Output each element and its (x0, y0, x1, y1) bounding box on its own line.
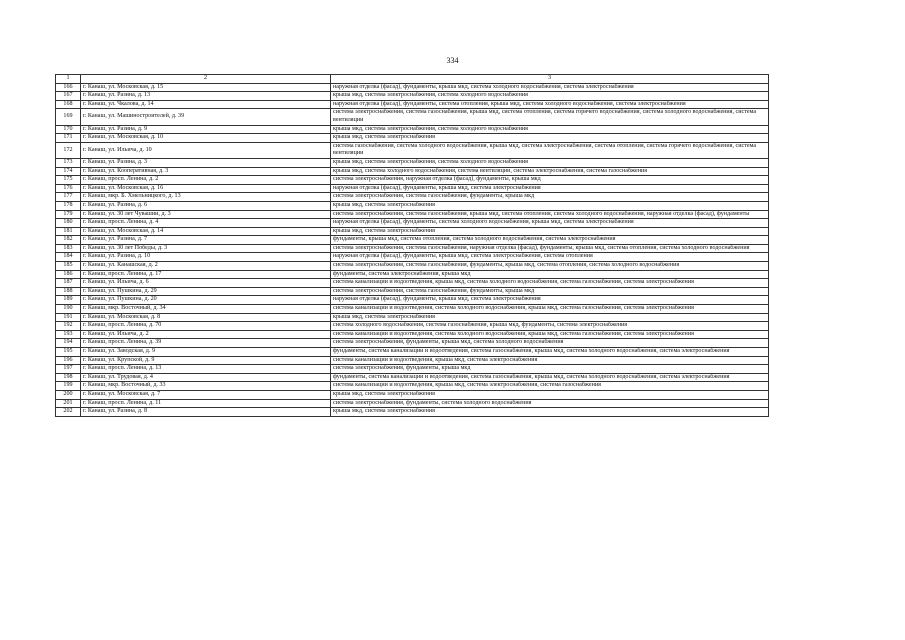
table-row (56, 167, 769, 176)
row-address: г. Канаш, мкр. Б. Хмельницкого, д. 13 (81, 193, 331, 202)
row-address: г. Канаш, ул. Пушкина, д. 29 (81, 287, 331, 296)
row-number: 199 (56, 382, 81, 391)
row-address: г. Канаш, ул. Ильича, д. 6 (81, 279, 331, 288)
row-number: 175 (56, 176, 81, 185)
table-row (56, 100, 769, 109)
row-address: г. Канаш, ул. Разина, д. 6 (81, 201, 331, 210)
row-address: г. Канаш, ул. Пушкина, д. 20 (81, 296, 331, 305)
table-row (56, 184, 769, 193)
row-works: крыша мкд, система электроснабжения, система холодного водоснабжения (331, 125, 769, 134)
table-row (56, 408, 769, 417)
row-address: г. Канаш, ул. Разина, д. 8 (81, 408, 331, 417)
row-works: система электроснабжения, фундаменты, крыша мкд, система холодного водоснабжения (331, 339, 769, 348)
row-works: крыша мкд, система электроснабжения (331, 134, 769, 143)
row-number: 167 (56, 92, 81, 101)
row-number: 172 (56, 142, 81, 158)
row-works: крыша мкд, система электроснабжения, система холодного водоснабжения (331, 92, 769, 101)
table-row (56, 279, 769, 288)
table-row (56, 201, 769, 210)
header-cell-works: 3 (331, 75, 769, 84)
table-row (56, 219, 769, 228)
table-row (56, 253, 769, 262)
table-row (56, 339, 769, 348)
table-row (56, 244, 769, 253)
row-address: г. Канаш, ул. Разина, д. 10 (81, 253, 331, 262)
row-number: 194 (56, 339, 81, 348)
row-address: г. Канаш, ул. Ильича, д. 2 (81, 330, 331, 339)
row-address: г. Канаш, ул. Московская, д. 7 (81, 390, 331, 399)
table-row (56, 176, 769, 185)
row-address: г. Канаш, ул. 30 лет Чувашии, д. 3 (81, 210, 331, 219)
row-works: фундаменты, крыша мкд, система отопления, система холодного водоснабжения, система электроснабжения (331, 236, 769, 245)
row-works: система холодного водоснабжения, система газоснабжения, крыша мкд, фундаменты, система электроснабжения (331, 322, 769, 331)
table-row (56, 348, 769, 357)
row-address: г. Канаш, ул. Московская, д. 16 (81, 184, 331, 193)
table-row (56, 390, 769, 399)
row-works: система электроснабжения, система газоснабжения, наружная отделка (фасад), фундаменты, крыша мкд, система отопления, система холодного водоснабжения (331, 244, 769, 253)
row-address: г. Канаш, ул. Разина, д. 13 (81, 92, 331, 101)
table-row (56, 399, 769, 408)
row-works: система электроснабжения, система газоснабжения, крыша мкд, система отопления, система холодного водоснабжения, наружная отделка (фасад), фундаменты (331, 210, 769, 219)
table-row (56, 287, 769, 296)
page-number: 334 (446, 56, 459, 65)
row-number: 176 (56, 184, 81, 193)
row-number: 173 (56, 158, 81, 167)
row-works: крыша мкд, система электроснабжения, система холодного водоснабжения (331, 158, 769, 167)
table-row (56, 262, 769, 271)
row-works: система электроснабжения, система газоснабжения, фундаменты, крыша мкд (331, 193, 769, 202)
row-number: 196 (56, 356, 81, 365)
table-row (56, 382, 769, 391)
row-address: г. Канаш, ул. Трудовая, д. 4 (81, 373, 331, 382)
row-number: 189 (56, 296, 81, 305)
row-address: г. Канаш, просп. Ленина, д. 70 (81, 322, 331, 331)
row-works: система канализации и водоотведения, система холодного водоснабжения, крыша мкд, система газоснабжения, система электроснабжения (331, 330, 769, 339)
table-row (56, 109, 769, 125)
table-row (56, 227, 769, 236)
table-row (56, 142, 769, 158)
row-works: наружная отделка (фасад), фундаменты, крыша мкд, система электроснабжения (331, 296, 769, 305)
row-works: крыша мкд, система холодного водоснабжения, система вентиляции, система электроснабжения, система газоснабжения (331, 167, 769, 176)
row-number: 174 (56, 167, 81, 176)
row-address: г. Канаш, просп. Ленина, д. 13 (81, 365, 331, 374)
row-number: 198 (56, 373, 81, 382)
row-number: 179 (56, 210, 81, 219)
row-works: система канализации и водоотведения, система холодного водоснабжения, крыша мкд, система газоснабжения, система электроснабжения (331, 305, 769, 314)
row-works: система электроснабжения, система газоснабжения, крыша мкд, система отопления, система горячего водоснабжения, система холодного водоснабжения, система вентиляции (331, 109, 769, 125)
row-works: наружная отделка (фасад), фундаменты, крыша мкд, система электроснабжения, система отопления (331, 253, 769, 262)
row-number: 201 (56, 399, 81, 408)
table-row (56, 134, 769, 143)
row-number: 185 (56, 262, 81, 271)
row-number: 177 (56, 193, 81, 202)
row-number: 192 (56, 322, 81, 331)
row-number: 178 (56, 201, 81, 210)
row-address: г. Канаш, ул. Московская, д. 15 (81, 83, 331, 92)
row-works: система электроснабжения, фундаменты, крыша мкд (331, 365, 769, 374)
table-row (56, 356, 769, 365)
table-row (56, 158, 769, 167)
row-works: система электроснабжения, система газоснабжения, фундаменты, крыша мкд (331, 287, 769, 296)
row-number: 202 (56, 408, 81, 417)
row-address: г. Канаш, ул. Крупской, д. 9 (81, 356, 331, 365)
table-row (56, 322, 769, 331)
row-works: крыша мкд, система электроснабжения (331, 227, 769, 236)
table-row (56, 236, 769, 245)
row-address: г. Канаш, ул. Ильича, д. 10 (81, 142, 331, 158)
table-row (56, 305, 769, 314)
row-works: фундаменты, система канализации и водоотведения, система газоснабжения, крыша мкд, система холодного водоснабжения, система электроснабжения (331, 348, 769, 357)
houses-table (55, 74, 769, 417)
row-number: 170 (56, 125, 81, 134)
row-works: фундаменты, система электроснабжения, крыша мкд (331, 270, 769, 279)
row-works: крыша мкд, система электроснабжения (331, 313, 769, 322)
header-cell-number: 1 (56, 75, 81, 84)
row-works: наружная отделка (фасад), фундаменты, крыша мкд, система холодного водоснабжения, система электроснабжения (331, 83, 769, 92)
row-number: 168 (56, 100, 81, 109)
row-number: 200 (56, 390, 81, 399)
row-works: наружная отделка (фасад), фундаменты, крыша мкд, система электроснабжения (331, 184, 769, 193)
row-number: 195 (56, 348, 81, 357)
row-number: 180 (56, 219, 81, 228)
row-number: 190 (56, 305, 81, 314)
row-address: г. Канаш, ул. 30 лет Победы, д. 3 (81, 244, 331, 253)
row-number: 166 (56, 83, 81, 92)
row-address: г. Канаш, просп. Ленина, д. 4 (81, 219, 331, 228)
row-address: г. Канаш, ул. Разина, д. 3 (81, 158, 331, 167)
row-address: г. Канаш, ул. Канашская, д. 2 (81, 262, 331, 271)
row-number: 171 (56, 134, 81, 143)
table-row (56, 330, 769, 339)
row-works: система электроснабжения, наружная отделка (фасад), фундаменты, крыша мкд (331, 176, 769, 185)
table-row (56, 365, 769, 374)
table-row (56, 296, 769, 305)
table-row (56, 313, 769, 322)
row-works: система электроснабжения, система газоснабжения, фундаменты, крыша мкд, система отопления, система холодного водоснабжения (331, 262, 769, 271)
row-address: г. Канаш, просп. Ленина, д. 2 (81, 176, 331, 185)
table-header-row (56, 75, 769, 84)
row-number: 193 (56, 330, 81, 339)
row-works: система канализации и водоотведения, крыша мкд, система электроснабжения (331, 356, 769, 365)
row-works: наружная отделка (фасад), фундаменты, система отопления, крыша мкд, система холодного водоснабжения, система электроснабжения (331, 100, 769, 109)
row-works: фундаменты, система канализации и водоотведения, система газоснабжения, крыша мкд, система холодного водоснабжения, система электроснабжения (331, 373, 769, 382)
row-works: наружная отделка (фасад), фундаменты, система холодного водоснабжения, крыша мкд, система электроснабжения (331, 219, 769, 228)
row-works: система канализации и водоотведения, крыша мкд, система холодного водоснабжения, система газоснабжения, система электроснабжения (331, 279, 769, 288)
table-row (56, 83, 769, 92)
table-row (56, 210, 769, 219)
table-row (56, 125, 769, 134)
table-row (56, 270, 769, 279)
table-row (56, 193, 769, 202)
row-works: система канализации и водоотведения, крыша мкд, система электроснабжения, система газоснабжения (331, 382, 769, 391)
row-address: г. Канаш, ул. Московская, д. 10 (81, 134, 331, 143)
row-number: 187 (56, 279, 81, 288)
row-address: г. Канаш, просп. Ленина, д. 17 (81, 270, 331, 279)
table-row (56, 92, 769, 101)
row-number: 169 (56, 109, 81, 125)
row-works: система электроснабжения, фундаменты, система холодного водоснабжения (331, 399, 769, 408)
row-address: г. Канаш, мкр. Восточный, д. 33 (81, 382, 331, 391)
table-row (56, 373, 769, 382)
row-address: г. Канаш, ул. Разина, д. 9 (81, 125, 331, 134)
row-number: 183 (56, 244, 81, 253)
row-address: г. Канаш, ул. Машиностроителей, д. 39 (81, 109, 331, 125)
header-cell-address: 2 (81, 75, 331, 84)
row-address: г. Канаш, ул. Кооперативная, д. 3 (81, 167, 331, 176)
row-address: г. Канаш, ул. Заводская, д. 9 (81, 348, 331, 357)
row-address: г. Канаш, просп. Ленина, д. 39 (81, 339, 331, 348)
row-number: 191 (56, 313, 81, 322)
row-works: крыша мкд, система электроснабжения (331, 390, 769, 399)
row-number: 182 (56, 236, 81, 245)
row-number: 197 (56, 365, 81, 374)
row-number: 184 (56, 253, 81, 262)
row-address: г. Канаш, просп. Ленина, д. 11 (81, 399, 331, 408)
row-number: 186 (56, 270, 81, 279)
row-number: 181 (56, 227, 81, 236)
row-works: система газоснабжения, система холодного водоснабжения, крыша мкд, система электроснабжения, система отопления, система горячего водоснабжения, система вентиляции (331, 142, 769, 158)
row-address: г. Канаш, ул. Разина, д. 7 (81, 236, 331, 245)
row-address: г. Канаш, ул. Чкалова, д. 14 (81, 100, 331, 109)
row-works: крыша мкд, система электроснабжения (331, 201, 769, 210)
row-address: г. Канаш, ул. Московская, д. 8 (81, 313, 331, 322)
row-works: крыша мкд, система электроснабжения (331, 408, 769, 417)
row-address: г. Канаш, ул. Московская, д. 14 (81, 227, 331, 236)
row-address: г. Канаш, мкр. Восточный, д. 34 (81, 305, 331, 314)
row-number: 188 (56, 287, 81, 296)
